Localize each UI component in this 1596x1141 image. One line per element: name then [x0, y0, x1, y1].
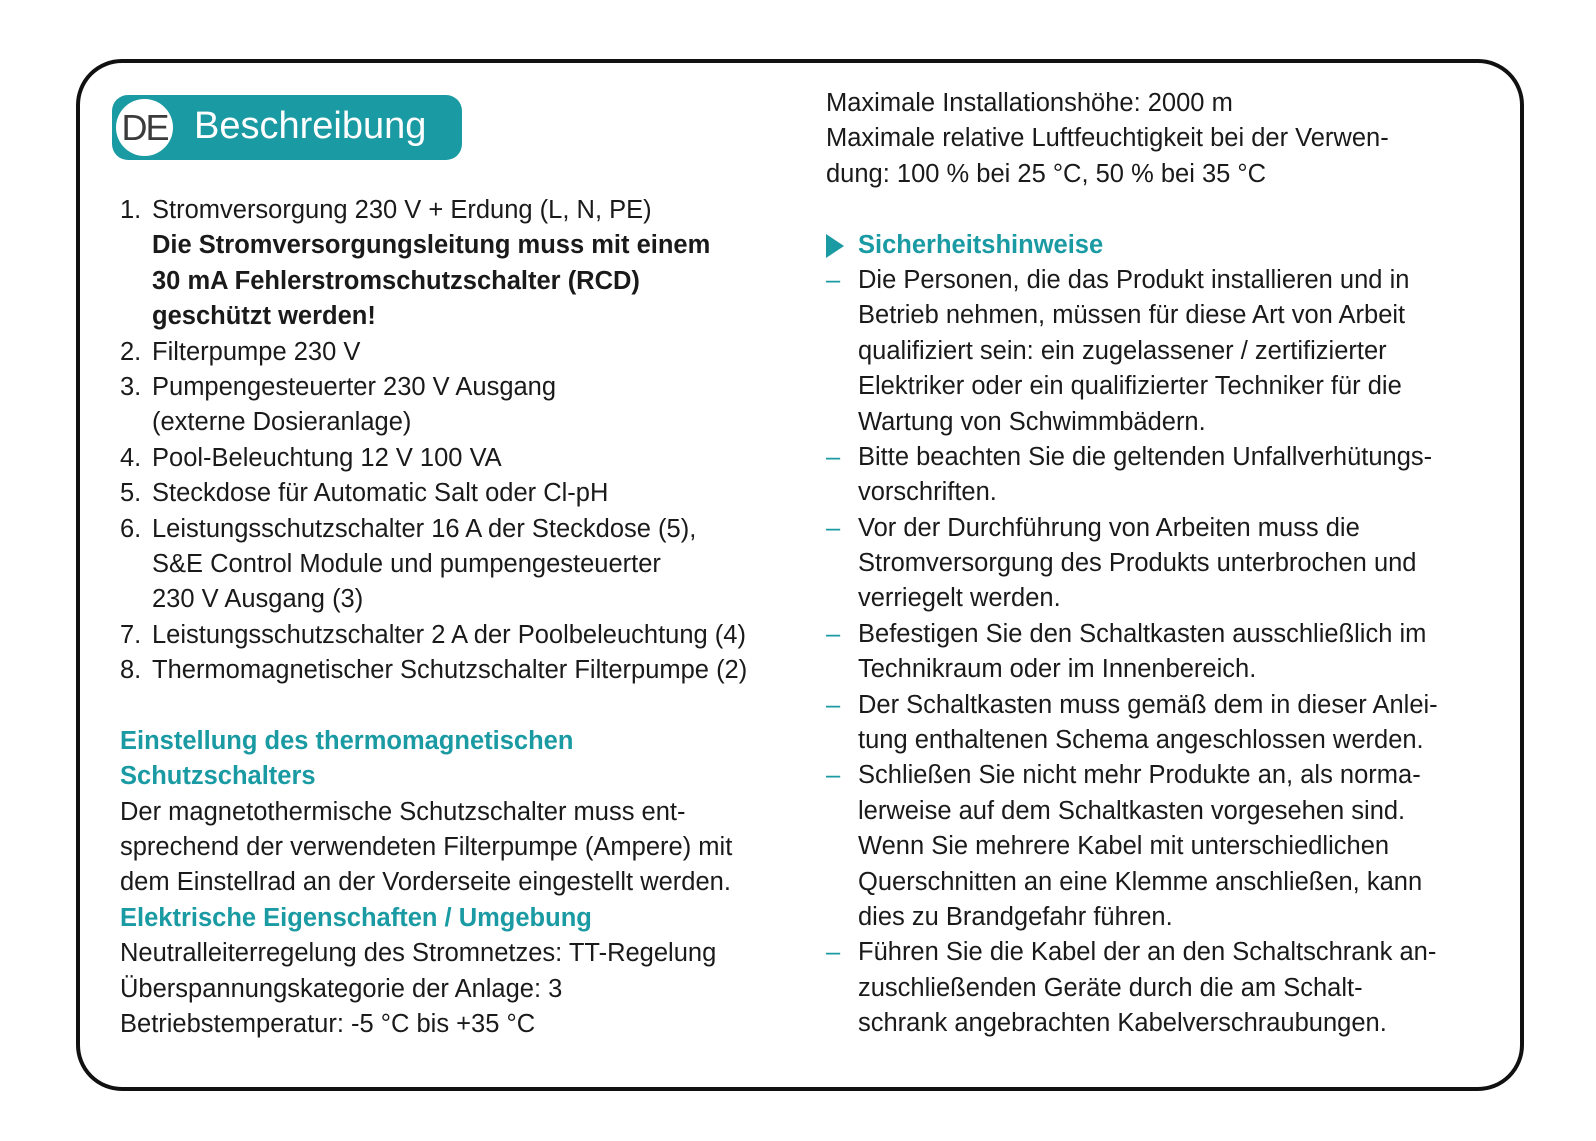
list-number: 8.: [120, 656, 142, 685]
left-column: [120, 193, 747, 1042]
spacer: [120, 688, 747, 723]
bullet-text: Querschnitten an eine Klemme anschließen, kann: [858, 867, 1423, 896]
list-number: 3.: [120, 372, 142, 401]
page-title: Beschreibung: [194, 105, 427, 147]
bullet-text: Betrieb nehmen, müssen für diese Art von Arbeit: [858, 301, 1406, 330]
list-item-text: Leistungsschutzschalter 2 A der Poolbeleuchtung (4): [152, 620, 746, 649]
bullet-item: [826, 935, 1438, 1041]
bullet-text: Wartung von Schwimmbädern.: [858, 407, 1206, 436]
spacer: [826, 192, 1438, 227]
list-item: [120, 193, 747, 335]
list-item-text: Pumpengesteuerter 230 V Ausgang: [152, 372, 557, 401]
list-item-text: Leistungsschutzschalter 16 A der Steckdose (5),: [152, 514, 697, 543]
section-text: Der magnetothermische Schutzschalter muss ent-: [120, 797, 686, 826]
list-item-text: 230 V Ausgang (3): [152, 585, 364, 614]
bullet-text: vorschriften.: [858, 478, 997, 507]
dash-bullet-icon: –: [826, 690, 841, 719]
bullet-text: Elektriker oder ein qualifizierter Techniker für die: [858, 372, 1402, 401]
list-item-text: Thermomagnetischer Schutzschalter Filterpumpe (2): [152, 656, 748, 685]
list-item: [120, 441, 747, 476]
dash-bullet-icon: –: [826, 938, 841, 967]
bullet-text: Stromversorgung des Produkts unterbrochen und: [858, 549, 1417, 578]
list-item-text: S&E Control Module und pumpengesteuerter: [152, 549, 661, 578]
list-number: 6.: [120, 514, 142, 543]
warning-text: 30 mA Fehlerstromschutzschalter (RCD): [152, 266, 640, 295]
section-heading: Einstellung des thermomagnetischen: [120, 726, 574, 755]
list-item: [120, 512, 747, 618]
section-heading: Schutzschalters: [120, 762, 316, 791]
list-item: [120, 476, 747, 511]
bullet-item: [826, 688, 1438, 759]
list-item-text: Pool-Beleuchtung 12 V 100 VA: [152, 443, 502, 472]
section-text: sprechend der verwendeten Filterpumpe (Ampere) mit: [120, 833, 733, 862]
bullet-item: [826, 617, 1438, 688]
bullet-text: Vor der Durchführung von Arbeiten muss die: [858, 513, 1360, 542]
bullet-text: Technikraum oder im Innenbereich.: [858, 655, 1257, 684]
bullet-text: verriegelt werden.: [858, 584, 1061, 613]
dash-bullet-icon: –: [826, 619, 841, 648]
bullet-text: Der Schaltkasten muss gemäß dem in dieser Anlei-: [858, 690, 1438, 719]
triangle-bullet-icon: [826, 234, 844, 258]
bullet-item: [826, 758, 1438, 935]
bullet-text: Befestigen Sie den Schaltkasten ausschließlich im: [858, 619, 1427, 648]
safety-heading-text: Sicherheitshinweise: [858, 230, 1104, 259]
list-item-text: Stromversorgung 230 V + Erdung (L, N, PE): [152, 196, 652, 224]
bullet-item: [826, 263, 1438, 440]
section-text: Neutralleiterregelung des Stromnetzes: TT-Regelung: [120, 939, 717, 968]
bullet-text: Wenn Sie mehrere Kabel mit unterschiedlichen: [858, 832, 1390, 861]
section-text: dem Einstellrad an der Vorderseite eingestellt werden.: [120, 868, 731, 897]
language-icon: DE: [116, 99, 173, 156]
bullet-text: Schließen Sie nicht mehr Produkte an, als norma-: [858, 761, 1421, 790]
list-item: [120, 335, 747, 370]
list-item: [120, 370, 747, 441]
bullet-item: [826, 440, 1438, 511]
list-item-text: Steckdose für Automatic Salt oder Cl-pH: [152, 479, 609, 508]
bullet-item: [826, 511, 1438, 617]
right-column: [826, 86, 1438, 1042]
list-number: 7.: [120, 620, 142, 649]
spec-text: dung: 100 % bei 25 °C, 50 % bei 35 °C: [826, 159, 1267, 188]
bullet-text: zuschließenden Geräte durch die am Schalt-: [858, 973, 1363, 1002]
bullet-text: tung enthaltenen Schema angeschlossen werden.: [858, 726, 1424, 755]
spec-text: Maximale Installationshöhe: 2000 m: [826, 89, 1233, 117]
list-item-text: Filterpumpe 230 V: [152, 337, 361, 366]
bullet-text: Führen Sie die Kabel der an den Schaltschrank an-: [858, 938, 1437, 967]
bullet-text: schrank angebrachten Kabelverschraubungen.: [858, 1009, 1387, 1038]
section-text: Betriebstemperatur: -5 °C bis +35 °C: [120, 1009, 536, 1038]
safety-heading: [826, 228, 1438, 263]
spec-text: Maximale relative Luftfeuchtigkeit bei der Verwen-: [826, 124, 1389, 153]
list-item-text: (externe Dosieranlage): [152, 408, 412, 437]
dash-bullet-icon: –: [826, 761, 841, 790]
list-item: [120, 618, 747, 653]
dash-bullet-icon: –: [826, 442, 841, 471]
list-item: [120, 653, 747, 688]
bullet-text: Bitte beachten Sie die geltenden Unfallverhütungs-: [858, 442, 1433, 471]
section-text: Überspannungskategorie der Anlage: 3: [120, 974, 563, 1003]
bullet-text: Die Personen, die das Produkt installieren und in: [858, 265, 1410, 294]
list-number: 1.: [120, 196, 142, 224]
list-number: 4.: [120, 443, 142, 472]
section-heading: Elektrische Eigenschaften / Umgebung: [120, 903, 592, 932]
bullet-text: lerweise auf dem Schaltkasten vorgesehen sind.: [858, 796, 1406, 825]
list-number: 2.: [120, 337, 142, 366]
list-number: 5.: [120, 479, 142, 508]
dash-bullet-icon: –: [826, 265, 841, 294]
bullet-text: qualifiziert sein: ein zugelassener / zertifizierter: [858, 336, 1387, 365]
section-badge: [112, 95, 462, 160]
warning-text: Die Stromversorgungsleitung muss mit einem: [152, 231, 711, 260]
bullet-text: dies zu Brandgefahr führen.: [858, 902, 1173, 931]
dash-bullet-icon: –: [826, 513, 841, 542]
warning-text: geschützt werden!: [152, 302, 376, 331]
